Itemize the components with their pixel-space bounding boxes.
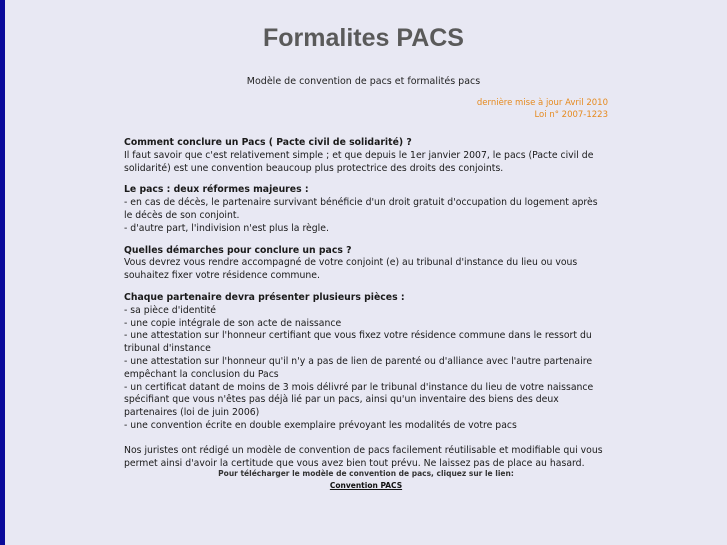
section-how-to-conclude [124, 137, 608, 175]
update-info [477, 97, 608, 121]
section-procedures [124, 245, 608, 283]
section-heading: Le pacs : deux réformes majeures : [124, 184, 309, 196]
section-heading: Comment conclure un Pacs ( Pacte civil de solidarité) ? [124, 137, 412, 148]
section-documents [124, 292, 608, 433]
law-reference: Loi n° 2007-1223 [534, 110, 608, 120]
section-text: Il faut savoir que c'est relativement simple ; et que depuis le 1er janvier 2007, le pacs (Pacte civil de solidarité) est une convention beaucoup plus protectrice des droits des conjoints. [124, 149, 594, 174]
main-content [124, 137, 608, 470]
section-heading: Chaque partenaire devra présenter plusieurs pièces : [124, 291, 405, 303]
section-text: - en cas de décès, le partenaire survivant bénéficie d'un droit gratuit d'occupation du logement après le décès de son conjoint. - d'autre part, l'indivision n'est plus la règle. [124, 197, 598, 234]
section-reforms [124, 184, 608, 235]
page-subtitle: Modèle de convention de pacs et formalités pacs [246, 76, 481, 87]
section-text: Vous devrez vous rendre accompagné de votre conjoint (e) au tribunal d'instance du lieu ou vous souhaitez fixer votre résidence commune. [124, 257, 578, 282]
download-block [124, 468, 608, 491]
convention-pacs-link[interactable]: Convention PACS [329, 480, 403, 490]
page-title: Formalites PACS [263, 24, 464, 52]
download-prompt: Pour télécharger le modèle de convention de pacs, cliquez sur le lien: [218, 469, 514, 478]
closing-paragraph: Nos juristes ont rédigé un modèle de convention de pacs facilement réutilisable et modifiable qui vous permet ainsi d'avoir la certitude que vous avez bien tout prévu. Ne laissez pas de place au hasard. [124, 444, 603, 469]
update-date: dernière mise à jour Avril 2010 [476, 98, 608, 108]
section-heading: Quelles démarches pour conclure un pacs ? [124, 244, 352, 256]
section-text: - sa pièce d'identité - une copie intégrale de son acte de naissance - une attestation sur l'honneur certifiant que vous fixez votre résidence commune dans le ressort du tribunal d'instance - une attestation sur l'honneur qu'il n'y a pas de lien de parenté ou d'alliance avec l'autre partenaire empêchant la conclusion du Pacs - un certificat datant de moins de 3 mois délivré par le tribunal d'instance du lieu de votre naissance spécifiant que vous n'êtes pas déjà lié par un pacs, ainsi qu'un inventaire des biens des deux partenaires (loi de juin 2006) - une convention écrite en double exemplaire prévoyant les modalités de votre pacs [124, 304, 594, 431]
